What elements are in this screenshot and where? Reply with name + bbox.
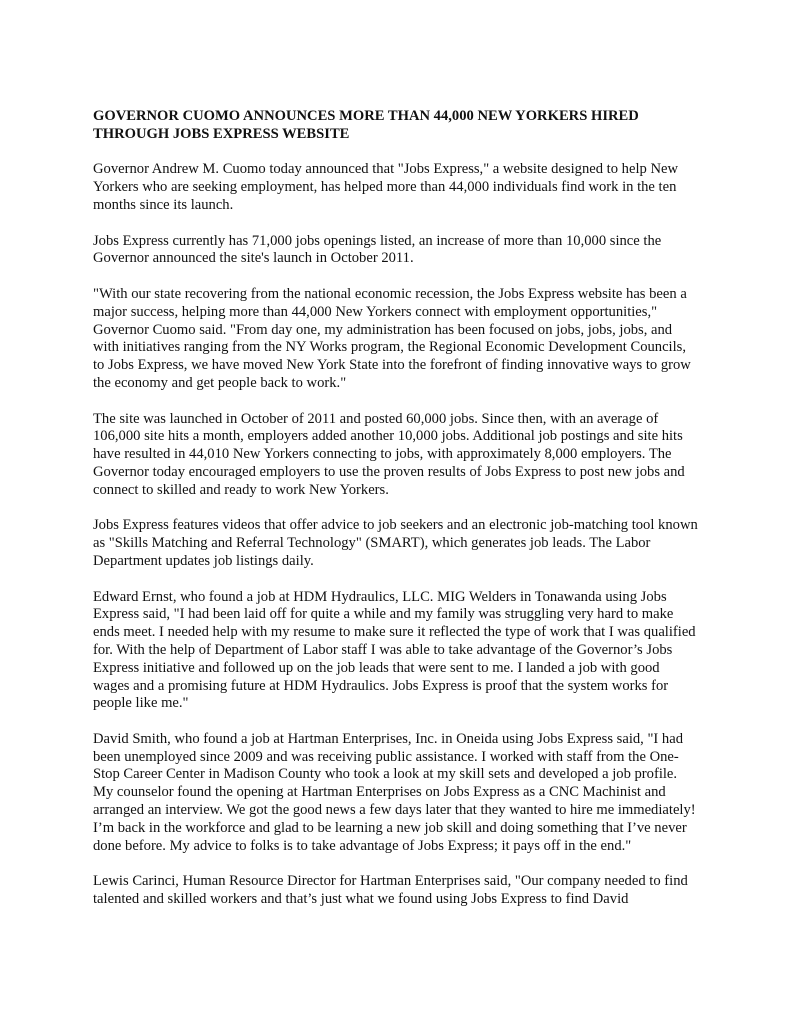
document-title: GOVERNOR CUOMO ANNOUNCES MORE THAN 44,000 NEW YORKERS HIRED THROUGH JOBS EXPRESS WEBSITE xyxy=(93,108,639,142)
paragraph-lewis-carinci: Lewis Carinci, Human Resource Director for Hartman Enterprises said, "Our company needed to find talented and skilled workers and that’s just what we found using Jobs Express to find David xyxy=(93,873,688,908)
document-page xyxy=(93,108,699,927)
paragraph-announcement: Governor Andrew M. Cuomo today announced that "Jobs Express," a website designed to help New Yorkers who are seeking employment, has helped more than 44,000 individuals find work in the ten months since its launch. xyxy=(93,161,679,213)
paragraph-edward-ernst: Edward Ernst, who found a job at HDM Hydraulics, LLC. MIG Welders in Tonawanda using Jobs Express said, "I had been laid off for quite a while and my family was struggling very hard to make ends meet. I needed help with my resume to make sure it reflected the type of work that I was qualified for. With the help of Department of Labor staff I was able to take advantage of the Governor’s Jobs Express initiative and followed up on the job leads that were sent to me. I landed a job with good wages and a promising future at HDM Hydraulics. Jobs Express is proof that the system works for people like me." xyxy=(93,588,696,712)
paragraph-governor-quote: "With our state recovering from the national economic recession, the Jobs Express website has been a major success, helping more than 44,000 New Yorkers connect with employment opportunities," Governor Cuomo said. "From day one, my administration has been focused on jobs, jobs, jobs, and with initiatives ranging from the NY Works program, the Regional Economic Development Councils, to Jobs Express, we have moved New York State into the forefront of finding innovative ways to grow the economy and get people back to work." xyxy=(93,285,691,391)
paragraph-features: Jobs Express features videos that offer advice to job seekers and an electronic job-matching tool known as "Skills Matching and Referral Technology" (SMART), which generates job leads. The Labor Department updates job listings daily. xyxy=(93,517,698,569)
paragraph-david-smith: David Smith, who found a job at Hartman Enterprises, Inc. in Oneida using Jobs Express said, "I had been unemployed since 2009 and was receiving public assistance. I worked with staff from the One-Stop Career Center in Madison County who took a look at my skill sets and developed a job profile. My counselor found the opening at Hartman Enterprises on Jobs Express as a CNC Machinist and arranged an interview. We got the good news a few days later that they wanted to hire me immediately! I’m back in the workforce and glad to be learning a new job skill and doing something that I’ve never done before. My advice to folks is to take advantage of Jobs Express; it pays off in the end." xyxy=(93,730,696,854)
paragraph-site-stats: The site was launched in October of 2011 and posted 60,000 jobs. Since then, with an average of 106,000 site hits a month, employers added another 10,000 jobs. Additional job postings and site hits have resulted in 44,010 New Yorkers connecting to jobs, with approximately 8,000 employers. The Governor today encouraged employers to use the proven results of Jobs Express to post new jobs and connect to skilled and ready to work New Yorkers. xyxy=(93,410,685,498)
paragraph-job-openings: Jobs Express currently has 71,000 jobs openings listed, an increase of more than 10,000 since the Governor announced the site's launch in October 2011. xyxy=(93,232,662,267)
